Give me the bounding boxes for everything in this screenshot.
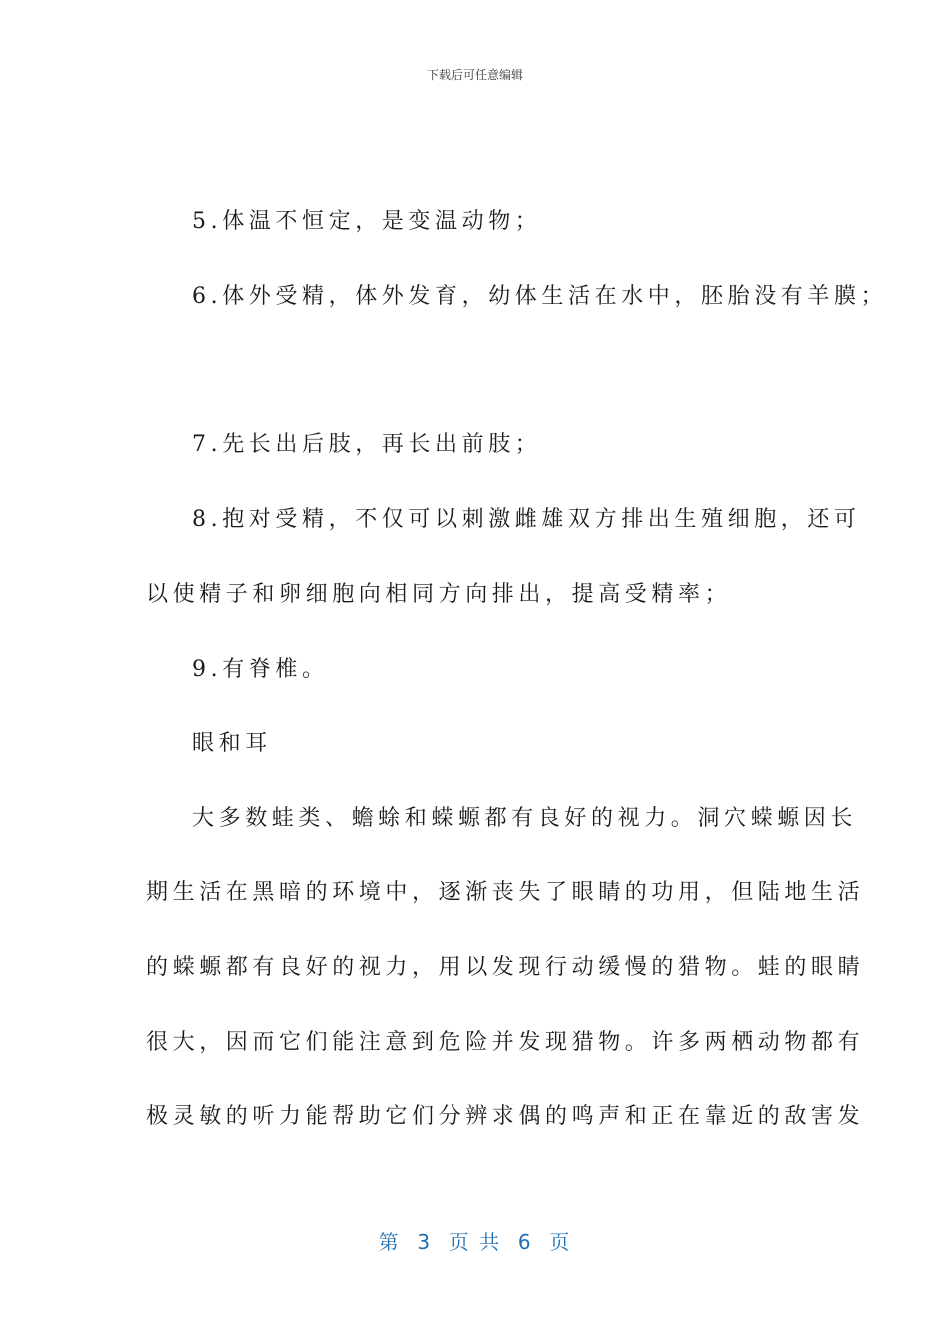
page-number: 第 3 页 共 6 页	[378, 1230, 572, 1254]
list-item-5: 5.体温不恒定，是变温动物；	[192, 209, 542, 234]
paragraph-line: 大多数蛙类、蟾蜍和蝾螈都有良好的视力。洞穴蝾螈因长	[192, 806, 858, 831]
section-heading: 眼和耳	[192, 731, 272, 756]
paragraph-line: 期生活在黑暗的环境中，逐渐丧失了眼睛的功用，但陆地生活	[146, 880, 865, 905]
list-item-7: 7.先长出后肢，再长出前肢；	[192, 432, 542, 457]
paragraph-line: 很大，因而它们能注意到危险并发现猎物。许多两栖动物都有	[146, 1030, 865, 1055]
paragraph-line: 极灵敏的听力能帮助它们分辨求偶的鸣声和正在靠近的敌害发	[146, 1104, 865, 1129]
list-item-8: 8.抱对受精，不仅可以刺激雌雄双方排出生殖细胞，还可	[192, 507, 861, 532]
list-item-9: 9.有脊椎。	[192, 657, 329, 682]
paragraph-line: 的蝾螈都有良好的视力，用以发现行动缓慢的猎物。蛙的眼睛	[146, 955, 865, 980]
header-note: 下载后可任意编辑	[426, 68, 523, 82]
list-item-8-continued: 以使精子和卵细胞向相同方向排出，提高受精率；	[146, 582, 732, 607]
list-item-6: 6.体外受精，体外发育，幼体生活在水中，胚胎没有羊膜；	[192, 284, 888, 309]
